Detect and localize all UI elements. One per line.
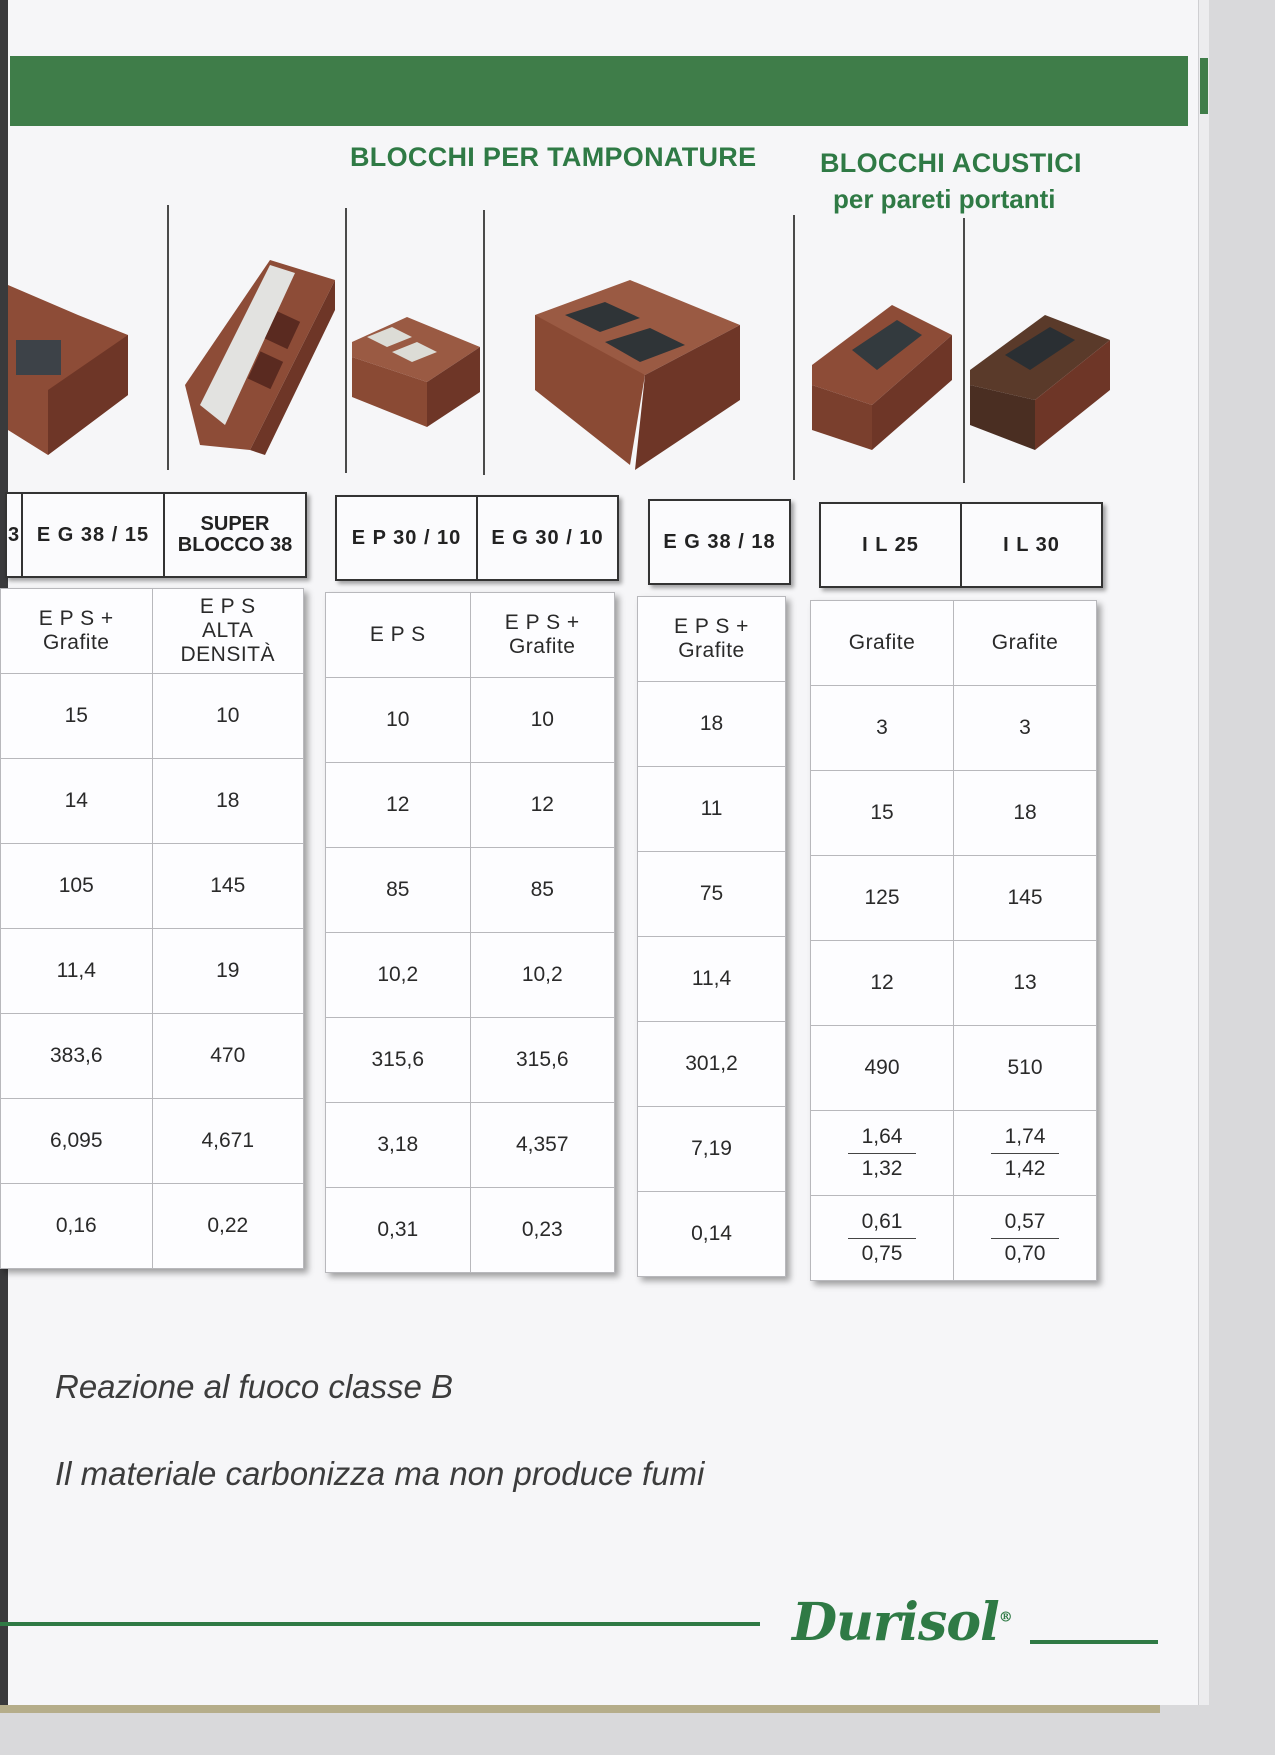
fraction-top: 1,74 — [991, 1125, 1060, 1153]
product-code: E P 30 / 10 — [337, 497, 478, 579]
table-header-row — [1, 589, 303, 674]
value-cell: 125 — [811, 856, 954, 940]
footer-rule-left — [0, 1622, 760, 1626]
block-eg-30-10-image — [535, 280, 740, 470]
table-row — [1, 1184, 303, 1268]
table-row — [811, 1026, 1096, 1111]
insulation-type-cell: E P S ALTA DENSITÀ — [180, 594, 275, 667]
block-il-30-image — [970, 315, 1110, 450]
product-code: E G 30 / 10 — [491, 526, 604, 549]
table-row — [1, 1014, 303, 1099]
table-row — [326, 1103, 614, 1188]
photo-divider — [793, 215, 795, 480]
header-group-2 — [335, 495, 619, 581]
data-table-group-4 — [810, 600, 1097, 1281]
data-table-group-1 — [0, 588, 304, 1269]
table-row — [638, 1107, 785, 1192]
insulation-type-cell: Grafite — [991, 630, 1059, 654]
insulation-type-cell: E P S + Grafite — [674, 614, 749, 662]
value-cell: 18 — [216, 788, 240, 812]
table-row — [811, 771, 1096, 856]
fraction-top: 1,64 — [848, 1125, 917, 1153]
header-group-1 — [5, 492, 307, 578]
fraction-top: 0,57 — [991, 1210, 1060, 1238]
heading-tamponature: BLOCCHI PER TAMPONATURE — [350, 142, 757, 172]
table-row — [811, 856, 1096, 941]
value-cell: 15 — [811, 771, 954, 855]
value-cell: 4,671 — [201, 1128, 255, 1152]
table-row — [1, 1099, 303, 1184]
value-cell: 19 — [216, 958, 240, 982]
value-cell: 470 — [210, 1043, 246, 1067]
product-code: E G 38 / 15 — [23, 494, 165, 576]
value-cell: 0,31 — [326, 1188, 471, 1272]
value-cell: 301,2 — [685, 1051, 738, 1075]
value-cell: 145 — [210, 873, 246, 897]
table-row — [811, 1111, 1096, 1196]
photo-divider — [963, 218, 965, 483]
table-row — [326, 933, 614, 1018]
header-group-3 — [648, 499, 791, 585]
table-row — [638, 1022, 785, 1107]
table-row — [1, 674, 303, 759]
product-code: I L 25 — [821, 504, 962, 586]
value-cell: 11,4 — [691, 966, 732, 990]
table-row — [326, 848, 614, 933]
value-cell: 145 — [1007, 885, 1043, 909]
value-cell: 15 — [1, 674, 153, 758]
table-row — [638, 937, 785, 1022]
photo-divider — [345, 208, 347, 473]
table-row — [811, 941, 1096, 1026]
product-code: SUPER BLOCCO 38 — [177, 513, 293, 556]
footer-rule-right — [1030, 1640, 1158, 1644]
value-cell: 12 — [530, 792, 554, 816]
table-header-row — [638, 597, 785, 682]
value-cell: 18 — [1013, 800, 1037, 824]
value-cell: 0,23 — [521, 1217, 563, 1241]
value-cell: 105 — [1, 844, 153, 928]
product-code: I L 30 — [1003, 533, 1060, 556]
value-cell: 10 — [530, 707, 554, 731]
data-table-group-2 — [325, 592, 615, 1273]
insulation-type-cell: E P S + Grafite — [1, 589, 153, 673]
value-cell: 75 — [699, 881, 724, 905]
value-cell: 7,19 — [691, 1136, 732, 1160]
block-ep-30-10-image — [352, 312, 480, 430]
table-row — [638, 852, 785, 937]
heading-acustici-sub: per pareti portanti — [833, 184, 1056, 214]
table-row — [1, 759, 303, 844]
block-eg-38-15-image — [8, 265, 128, 460]
table-row — [326, 763, 614, 848]
value-cell: 383,6 — [1, 1014, 153, 1098]
value-cell: 18 — [699, 711, 724, 735]
fraction-bottom: 1,42 — [1004, 1156, 1046, 1180]
fraction-top: 0,61 — [848, 1210, 917, 1238]
page-edge-right — [1198, 0, 1209, 1705]
heading-acustici: BLOCCHI ACUSTICI — [820, 148, 1082, 178]
value-cell: 11,4 — [1, 929, 153, 1013]
value-cell: 12 — [811, 941, 954, 1025]
product-code: E G 38 / 18 — [663, 530, 776, 553]
fraction-bottom: 1,32 — [861, 1156, 903, 1180]
fire-class-note: Reazione al fuoco classe B — [55, 1368, 454, 1405]
value-cell: 0,16 — [1, 1184, 153, 1268]
photo-divider — [167, 205, 169, 470]
table-row — [638, 767, 785, 852]
value-cell: 315,6 — [326, 1018, 471, 1102]
value-cell — [954, 1196, 1096, 1280]
value-cell: 85 — [530, 877, 554, 901]
value-cell — [811, 1196, 954, 1280]
value-cell: 3 — [1019, 715, 1031, 739]
durisol-logo — [792, 1592, 1012, 1653]
value-cell: 14 — [1, 759, 153, 843]
value-cell — [954, 1111, 1096, 1195]
table-row — [1, 929, 303, 1014]
value-cell: 10,2 — [326, 933, 471, 1017]
value-cell: 0,14 — [691, 1221, 732, 1245]
block-super-38-image — [175, 255, 340, 455]
photo-divider — [483, 210, 485, 475]
table-row — [1, 844, 303, 929]
value-cell: 12 — [326, 763, 471, 847]
product-code-cut: 3 — [7, 494, 23, 576]
value-cell: 315,6 — [515, 1047, 569, 1071]
header-group-4 — [819, 502, 1103, 588]
value-cell: 3 — [811, 686, 954, 770]
value-cell: 13 — [1013, 970, 1037, 994]
value-cell: 510 — [1007, 1055, 1043, 1079]
header-band — [10, 56, 1188, 126]
value-cell: 10,2 — [521, 962, 563, 986]
value-cell: 0,22 — [207, 1213, 249, 1237]
table-row — [326, 1018, 614, 1103]
value-cell: 490 — [811, 1026, 954, 1110]
table-header-row — [811, 601, 1096, 686]
table-row — [811, 686, 1096, 771]
table-row — [811, 1196, 1096, 1280]
value-cell: 11 — [700, 796, 723, 820]
table-header-row — [326, 593, 614, 678]
value-cell: 6,095 — [1, 1099, 153, 1183]
value-cell: 10 — [326, 678, 471, 762]
insulation-type-cell: E P S + Grafite — [504, 610, 580, 658]
insulation-type-cell: Grafite — [811, 601, 954, 685]
table-row — [638, 1192, 785, 1276]
fraction-bottom: 0,70 — [1004, 1241, 1046, 1265]
value-cell: 85 — [326, 848, 471, 932]
fraction-bottom: 0,75 — [861, 1241, 903, 1265]
page-bottom-edge — [0, 1705, 1160, 1713]
value-cell — [811, 1111, 954, 1195]
registered-mark: ® — [998, 1609, 1012, 1626]
brand-name: Durisol — [792, 1592, 999, 1653]
value-cell: 4,357 — [515, 1132, 569, 1156]
smoke-note: Il materiale carbonizza ma non produce fumi — [55, 1455, 705, 1492]
table-row — [638, 682, 785, 767]
value-cell: 3,18 — [326, 1103, 471, 1187]
table-row — [326, 678, 614, 763]
insulation-type-cell: E P S — [326, 593, 471, 677]
header-band-stub — [1200, 58, 1208, 114]
value-cell: 10 — [216, 703, 240, 727]
table-row — [326, 1188, 614, 1272]
data-table-group-3 — [637, 596, 786, 1277]
block-il-25-image — [812, 305, 952, 450]
